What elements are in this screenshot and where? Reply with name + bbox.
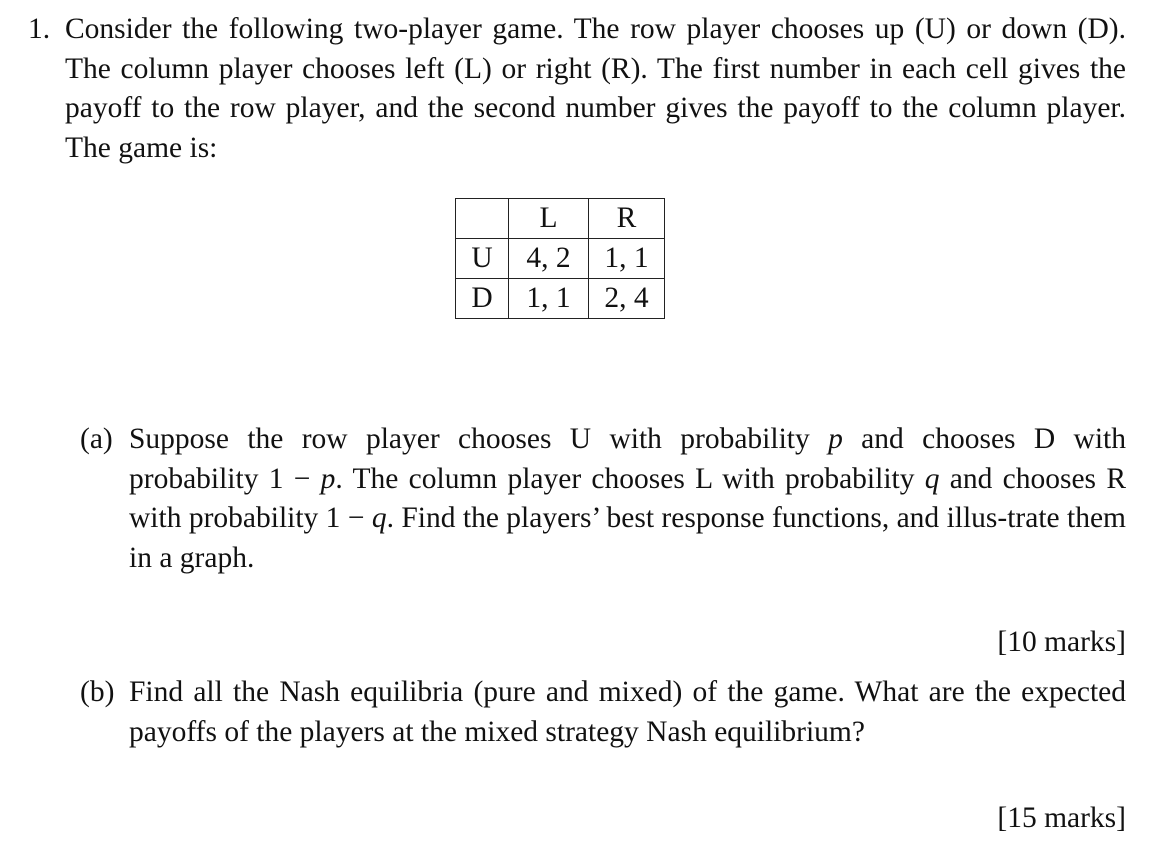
table-row-d [456,279,665,319]
row-header-d: D [456,279,509,319]
part-a-marks: [10 marks] [997,626,1126,658]
part-a-text-2: and chooses D with probability 1 − [129,423,1127,495]
variable-p: p [828,423,843,455]
part-b-text: Find all the Nash equilibria (pure and mixed) of the game. What are the expected payoffs of the players at the mixed strategy Nash equilibrium? [129,676,1126,748]
payoff-cell-ur: 1, 1 [589,239,665,279]
variable-q: q [924,462,940,495]
table-row-u [456,239,665,279]
question-text: Consider the following two-player game. The row player chooses up (U) or down (D). The column player chooses left (L) or right (R). The first number in each cell gives the payoff to the row player, and the second number gives the payoff to the column player. The game is: [65,13,1126,164]
column-header-l: L [509,199,589,239]
table-header-row [456,199,665,239]
row-header-u: U [456,239,509,279]
part-b [80,673,1126,752]
part-a-text-1: Suppose the row player chooses U with probability [129,423,829,455]
variable-q: q [371,502,387,534]
part-b-marks: [15 marks] [997,802,1126,834]
payoff-matrix [455,198,665,319]
part-b-label: (b) [80,676,115,708]
question-number: 1. [28,13,51,45]
part-a [80,420,1126,578]
part-a-label: (a) [80,423,113,455]
question-1 [28,10,1126,168]
part-a-text [129,420,1126,578]
part-a-text-5: . Find the players’ best response functions, and illus-trate them in a graph. [129,502,1126,574]
payoff-cell-dl: 1, 1 [509,279,589,319]
variable-p: p [320,462,336,495]
table-corner-cell [456,199,509,239]
payoff-cell-dr: 2, 4 [589,279,665,319]
column-header-r: R [589,199,665,239]
part-a-text-3: . The column player chooses L with probability [335,462,925,495]
payoff-cell-ul: 4, 2 [509,239,589,279]
part-a-text-4: and chooses R with probability 1 − [129,462,1126,534]
